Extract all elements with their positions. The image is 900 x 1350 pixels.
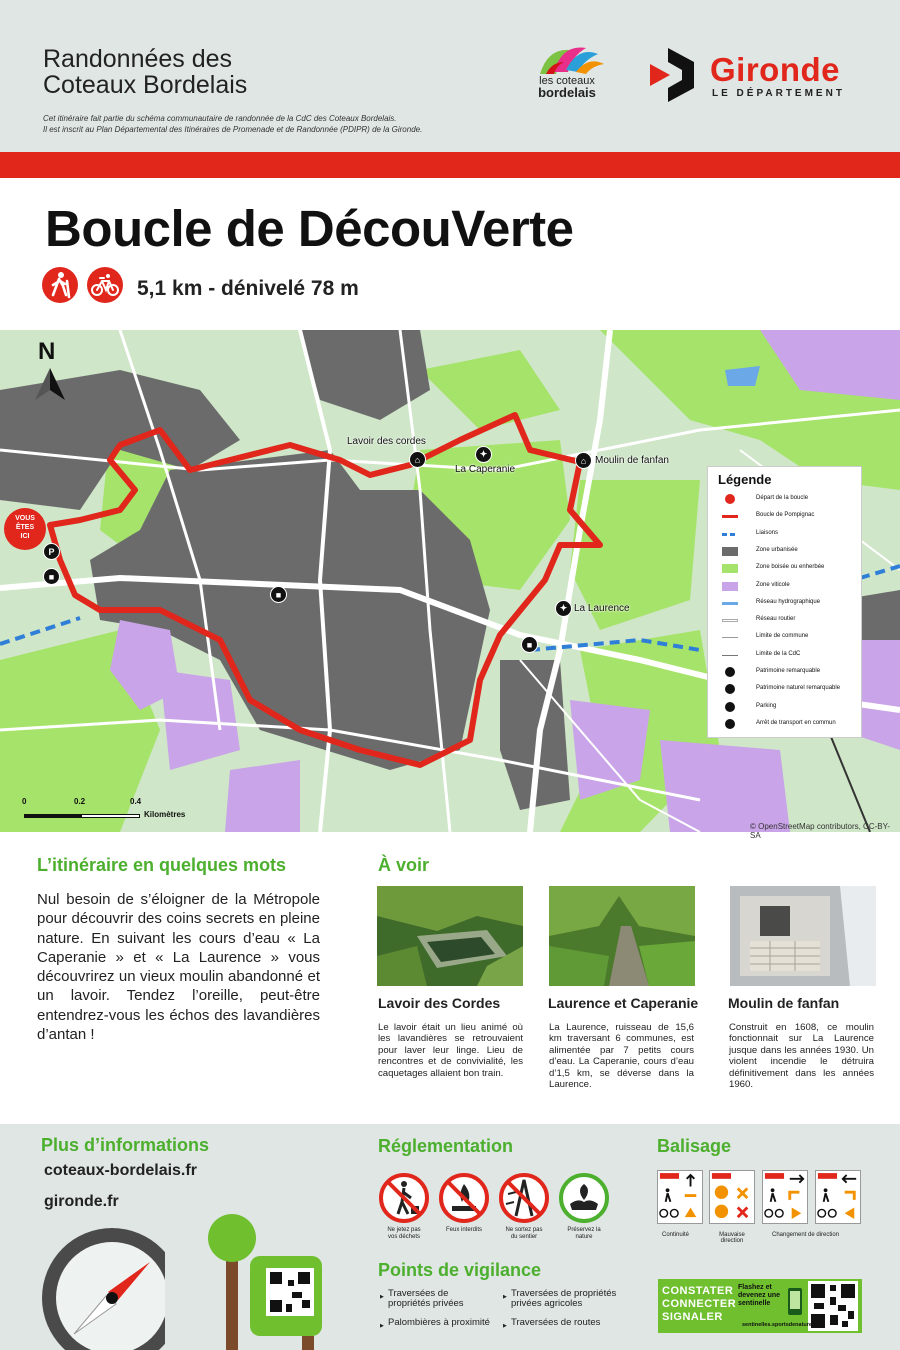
map-attribution: © OpenStreetMap contributors, CC-BY-SA [750,822,890,840]
legend-swatch [722,564,738,573]
sentinelle-banner[interactable] [658,1279,862,1333]
legend-label: Zone urbanisée [756,546,798,553]
legend-label: Limite de la CdC [756,650,801,657]
scale-tick-1: 0.2 [74,797,86,806]
legend-label: Parking [756,702,777,709]
route-title: Boucle de DécouVerte [45,200,574,257]
no-litter-icon [378,1172,430,1224]
you-are-here-marker [4,508,46,550]
sentinelle-callout: Flashez et devenez une sentinelle [738,1284,781,1307]
lavoir-photo [377,886,523,986]
place-label-moulin: Moulin de fanfan [595,455,669,466]
legend-row [722,528,860,542]
to-see-title: À voir [378,855,430,875]
legend-row [722,562,860,576]
scale-tick-2: 0.4 [130,797,142,806]
cdc-logo-line1: les coteaux [539,75,595,87]
info-title: Plus d’informations [41,1135,210,1155]
legend-row [722,545,860,559]
series-title-line2: Coteaux Bordelais [43,71,248,99]
legend-row [722,701,860,715]
place-label-laurence: La Laurence [574,603,630,614]
legend-row [722,614,860,628]
legend-row [722,631,860,645]
legend-swatch [722,619,738,622]
card-title-moulin: Moulin de fanfan [728,995,840,1011]
legend-label: Réseau hydrographique [756,598,821,605]
legend-swatch [722,602,738,605]
series-title-line1: Randonnées des [43,45,233,73]
bus-stop-icon: ■ [43,568,60,585]
legend-row [722,683,860,697]
hiker-icon [42,267,78,303]
legend-row [722,666,860,680]
series-title [43,46,247,98]
you-are-here-line1: VOUS [15,515,35,522]
scale-unit: Kilomètres [144,810,186,819]
balisage-label-direction: Changement de direction [772,1232,840,1238]
rule-label-nature: Préservez la nature [567,1227,601,1240]
laurence-photo [549,886,695,986]
bus-stop-icon: ■ [270,586,287,603]
vigilance-item: ▶ Traversées de routes [511,1318,621,1328]
north-label: N [38,338,56,365]
gironde-logo-name: Gironde [710,51,841,88]
legend-label: Zone viticole [756,581,790,588]
cdc-logo-line2: bordelais [538,85,596,100]
legend-swatch [722,533,738,536]
rule-label-litter: Ne jetez pas vos déchets [387,1227,421,1240]
card-text-lavoir: Le lavoir était un lieu animé où les lavandières se retrouvaient pour laver leur linge. Lieu de rencontres et de convivialité, les caquetages allaient bon train. [378,1022,523,1079]
card-text-laurence: La Laurence, ruisseau de 15,6 km traversant 6 communes, est alimentée par 7 petits cours d’eau. La Caperanie, cours d’eau d’1,5 km, se déverse dans la Laurence. [549,1022,694,1091]
legend-label: Limite de commune [756,633,809,640]
map-scale [22,797,222,827]
legend-swatch [722,655,738,656]
rules-title: Réglementation [378,1136,514,1156]
legend-swatch [725,667,735,677]
legend-row [722,493,860,507]
protect-nature-icon [558,1172,610,1224]
card-title-laurence: Laurence et Caperanie [548,995,699,1011]
itinerary-text: Nul besoin de s’éloigner de la Métropole pour découvrir des coins secrets en pleine nature. En suivant les cours d’eau « La Caperanie » et « La Laurence » vous découvrirez un vieux moulin abandonné et un lavoir. Tendez l’oreille, peut-être entendrez-vous les échos des lavandières d’antan ! [37,891,320,1044]
rule-label-path: Ne sortez pas du sentier [505,1227,543,1240]
legend-swatch [725,684,735,694]
link-coteaux-bordelais[interactable]: coteaux-bordelais.fr [44,1162,197,1179]
series-note [43,113,422,135]
card-text-moulin: Construit en 1608, ce moulin fonctionnait sur La Laurence jusque dans les années 1930. Un violent incendie le détruira définitivement dans les années 1960. [729,1022,874,1091]
no-fire-icon [438,1172,490,1224]
stay-on-path-icon [498,1172,550,1224]
legend-label: Réseau routier [756,616,796,623]
phone-icon [786,1287,804,1317]
legend-label: Zone boisée ou enherbée [756,564,825,571]
vigilance-item: ▶ Traversées de propriétés privées agricoles [511,1289,621,1309]
heritage-icon: ⌂ [575,452,592,469]
bicycle-icon [87,267,123,303]
legend-label: Arrêt de transport en commun [756,719,836,726]
balisage-title: Balisage [657,1136,732,1156]
red-band [0,152,900,178]
series-note-line2: Il est inscrit au Plan Départemental des Itinéraires de Promenade et de Randonnée (PDIPR) de la Gironde. [43,125,423,134]
marker-direction-right-icon [762,1170,808,1224]
place-label-caperanie: La Caperanie [455,464,516,475]
legend-row [722,718,860,732]
vigilance-item: ▶ Traversées de propriétés privées [388,1289,488,1309]
legend-label: Patrimoine remarquable [756,668,821,674]
marker-wrong-way-icon [709,1170,755,1224]
legend-swatch [722,515,738,518]
natural-heritage-icon: ✦ [555,600,572,617]
route-map [0,330,900,832]
parking-icon: P [43,543,60,560]
itinerary-title: L’itinéraire en quelques mots [37,855,287,875]
vigilance-item: ▶ Palombières à proximité [388,1318,508,1328]
legend-swatch [725,494,735,504]
marker-direction-left-icon [815,1170,861,1224]
legend-swatch [722,547,738,556]
card-title-lavoir: Lavoir des Cordes [378,995,501,1011]
marker-continuity-icon [657,1170,703,1224]
rule-label-fire: Feux interdits [445,1227,482,1233]
scale-tick-0: 0 [22,797,27,806]
balisage-label-wrong-way: Mauvaise direction [719,1232,745,1244]
sentinelle-line3: SIGNALER [662,1311,723,1323]
link-gironde[interactable]: gironde.fr [44,1193,119,1210]
you-are-here-line2: ÊTES [15,524,35,531]
place-label-lavoir: Lavoir des cordes [347,436,426,447]
legend-label: Liaisons [756,529,779,536]
balisage-label-continuity: Continuité [662,1232,690,1238]
legend-label: Patrimoine naturel remarquable [756,685,841,692]
moulin-photo [730,886,876,986]
route-stats: 5,1 km - dénivelé 78 m [137,277,359,300]
legend-swatch [725,719,735,729]
sentinelle-url[interactable]: sentinelles.sportsdenature.fr [742,1322,818,1328]
legend-row [722,597,860,611]
header [0,0,900,152]
gironde-logo-icon [648,44,704,106]
sentinelle-line1: CONSTATER [662,1285,734,1297]
legend-row [722,510,860,524]
legend-label: Boucle de Pompignac [756,512,815,519]
sentinelle-line2: CONNECTER [662,1298,737,1310]
vigilance-title: Points de vigilance [378,1260,542,1280]
tree-decoration [208,1196,328,1350]
compass-icon [40,1220,165,1350]
legend-label: Départ de la boucle [756,495,809,501]
coteaux-bordelais-logo-text [527,76,607,98]
legend-swatch [722,637,738,638]
legend-row [722,580,860,594]
bus-stop-icon: ■ [521,636,538,653]
legend-title: Légende [718,472,772,487]
map-legend [707,466,862,738]
gironde-logo-subtitle: LE DÉPARTEMENT [712,88,845,99]
series-note-line1: Cet itinéraire fait partie du schéma communautaire de randonnée de la CdC des Coteaux Bordelais. [43,114,397,123]
legend-swatch [725,702,735,712]
legend-swatch [722,582,738,591]
legend-row [722,649,860,663]
natural-heritage-icon: ✦ [475,446,492,463]
scale-bar [24,814,140,818]
heritage-icon: ⌂ [409,451,426,468]
you-are-here-line3: ICI [20,533,30,540]
